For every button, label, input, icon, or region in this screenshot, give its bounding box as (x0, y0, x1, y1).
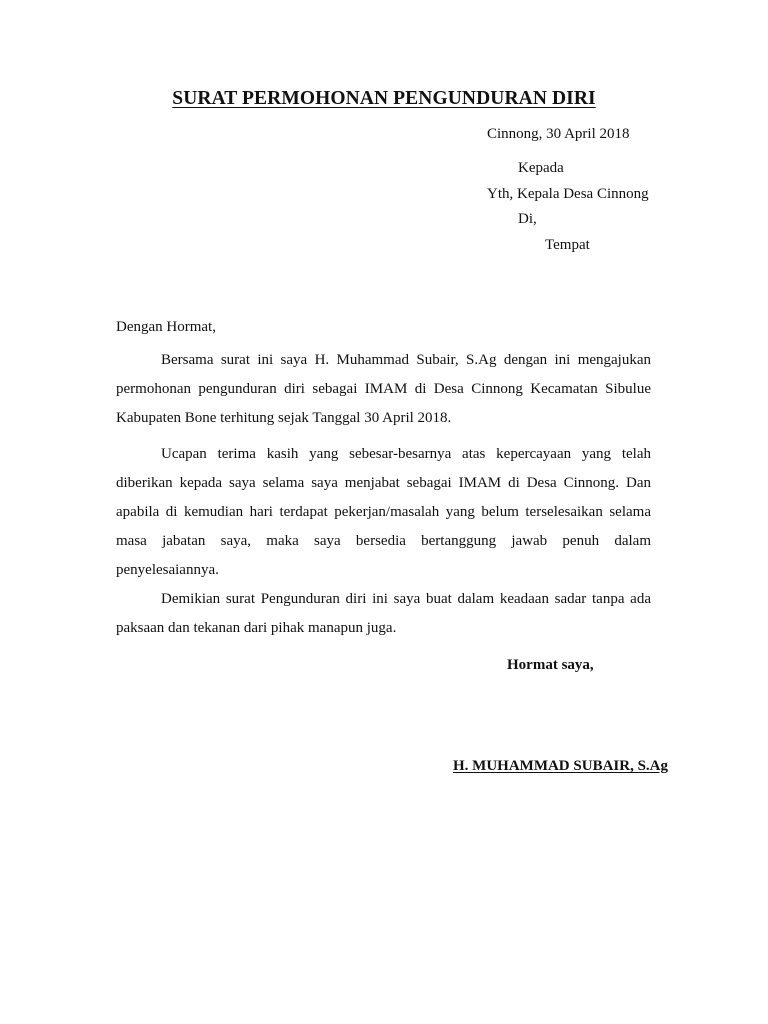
place-date: Cinnong, 30 April 2018 (487, 126, 630, 142)
body-paragraph-3: Demikian surat Pengunduran diri ini saya buat dalam keadaan sadar tanpa ada paksaan dan tekanan dari pihak manapun juga. (116, 591, 651, 636)
salutation: Dengan Hormat, (116, 319, 216, 335)
body-paragraph-1: Bersama surat ini saya H. Muhammad Subair, S.Ag dengan ini mengajukan permohonan pengunduran diri sebagai IMAM di Desa Cinnong Kecamatan Sibulue Kabupaten Bone terhitung sejak Tanggal 30 April 2018. (116, 352, 651, 426)
recipient-tempat: Tempat (545, 237, 590, 253)
body-paragraph-2: Ucapan terima kasih yang sebesar-besarnya atas kepercayaan yang telah diberikan kepada saya selama saya menjabat sebagai IMAM di Desa Cinnong. Dan apabila di kemudian hari terdapat pekerjan/masalah yang belum terselesaikan selama masa jabatan saya, maka saya bersedia bertanggung jawab penuh dalam penyelesaiannya. (116, 446, 651, 578)
letter-title: SURAT PERMOHONAN PENGUNDURAN DIRI (172, 88, 596, 109)
signatory-name: H. MUHAMMAD SUBAIR, S.Ag (453, 758, 668, 774)
recipient-kepada: Kepada (518, 160, 564, 176)
closing: Hormat saya, (507, 657, 594, 673)
recipient-di: Di, (518, 211, 537, 227)
recipient-yth: Yth, Kepala Desa Cinnong (487, 186, 649, 202)
